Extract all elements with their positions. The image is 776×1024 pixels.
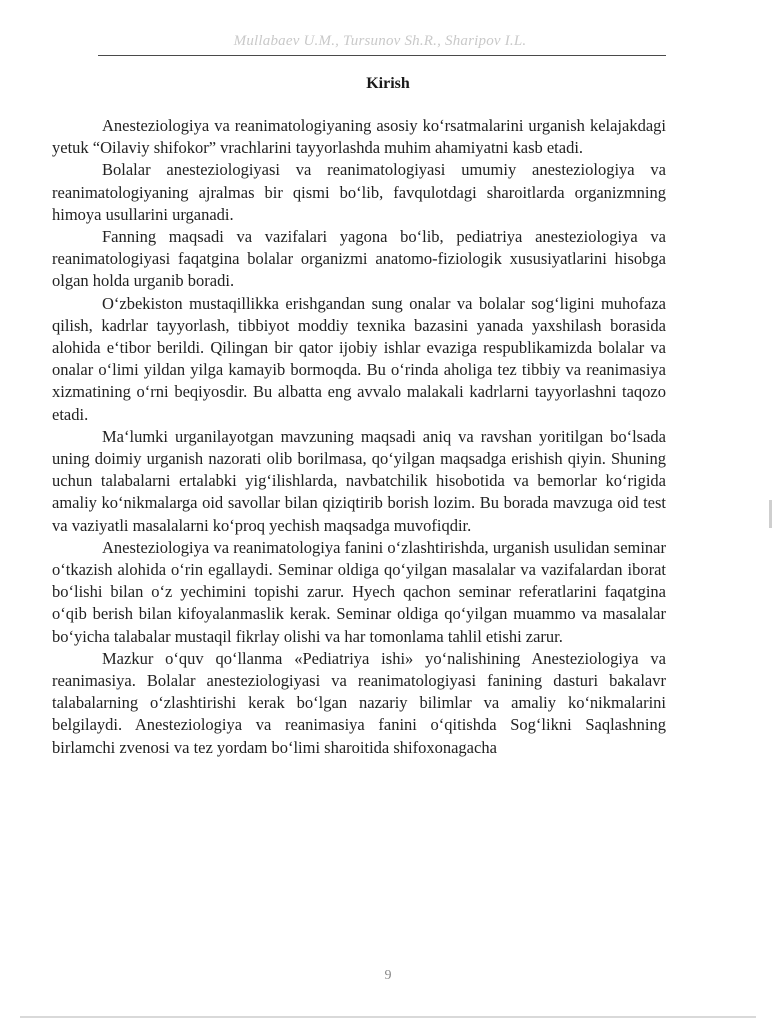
- paragraph: Anesteziologiya va reanimatologiyaning asosiy ko‘rsatmalarini urganish kelajakdagi yetuk “Oilaviy shifokor” vrachlarini tayyorlashda muhim ahamiyatni kasb etadi.: [52, 116, 666, 158]
- scan-bottom-edge: [20, 1016, 756, 1018]
- paragraph: Bolalar anesteziologiyasi va reanimatologiyasi umumiy anesteziologiya va reanimatologiyaning ajralmas bir qismi bo‘lib, favqulotdagi sharoitlarda organizmning himoya usullarini urganadi.: [52, 160, 666, 224]
- page-title: Kirish: [366, 75, 410, 92]
- header-rule: [98, 55, 666, 56]
- paragraph: Anesteziologiya va reanimatologiya fanini o‘zlashtirishda, urganish usulidan seminar o‘tkazish alohida o‘rin egallaydi. Seminar oldiga qo‘yilgan masalalar va vazifalardan iborat bo‘lishi bilan o‘z yechimini topishi zarur. Hyech qachon seminar referatlarini faqatgina o‘qib berish bilan kifoyalanmaslik kerak. Seminar oldiga qo‘yilgan muammo va masalalar bo‘yicha talabalar mustaqil fikrlay olishi va har tomonlama tahlil etishi zarur.: [52, 537, 666, 646]
- paragraph: Ma‘lumki urganilayotgan mavzuning maqsadi aniq va ravshan yoritilgan bo‘lsada uning doimiy urganish nazorati olib borilmasa, qo‘yilgan maqsadga erishish qiyin. Shuning uchun talabalarni ertalabki yig‘ilishlarda, navbatchilik hisobotida va bemorlar ko‘rigida amaliy ko‘nikmalarga oid savollar bilan qiziqtirib borish lozim. Bu borada mavzuga oid test va vaziyatli masalalarni ko‘proq yechish maqsadga muvofiqdir.: [52, 426, 666, 535]
- paragraph: Fanning maqsadi va vazifalari yagona bo‘lib, pediatriya anesteziologiya va reanimatologiyasi faqatgina bolalar organizmi anatomo-fiziologik xususiyatlarini hisobga olgan holda urganib boradi.: [52, 227, 666, 291]
- page-number: 9: [384, 968, 392, 983]
- paragraph: O‘zbekiston mustaqillikka erishgandan sung onalar va bolalar sog‘ligini muhofaza qilish, kadrlar tayyorlash, tibbiyot moddiy texnika bazasini yanada yaxshilash borasida alohida e‘tibor berildi. Qilingan bir qator ijobiy ishlar evaziga respublikamizda bolalar va onalar o‘limi yildan yilga kamayib bormoqda. Bu o‘rinda aholiga tez tibbiy va reanimasiya xizmatining o‘rni beqiyosdir. Bu albatta eng avvalo malakali kadrlarni tayyorlashni taqozo etadi.: [52, 293, 666, 424]
- paragraph: Mazkur o‘quv qo‘llanma «Pediatriya ishi» yo‘nalishining Anesteziologiya va reanimasiya. Bolalar anesteziologiyasi va reanimatologiyasi fanining dasturi bakalavr talabalarning o‘zlashtirishi kerak bo‘lgan nazariy bilimlar va amaliy ko‘nikmalarini belgilaydi. Anesteziologiya va reanimasiya fanini o‘qitishda Sog‘likni Saqlashning birlamchi zvenosi va tez yordam bo‘limi sharoitida shifoxonagacha: [52, 648, 666, 757]
- scan-edge-mark: [769, 500, 772, 528]
- running-header: Mullabaev U.M., Tursunov Sh.R., Sharipov I.L.: [233, 33, 527, 49]
- body-text: [52, 115, 666, 759]
